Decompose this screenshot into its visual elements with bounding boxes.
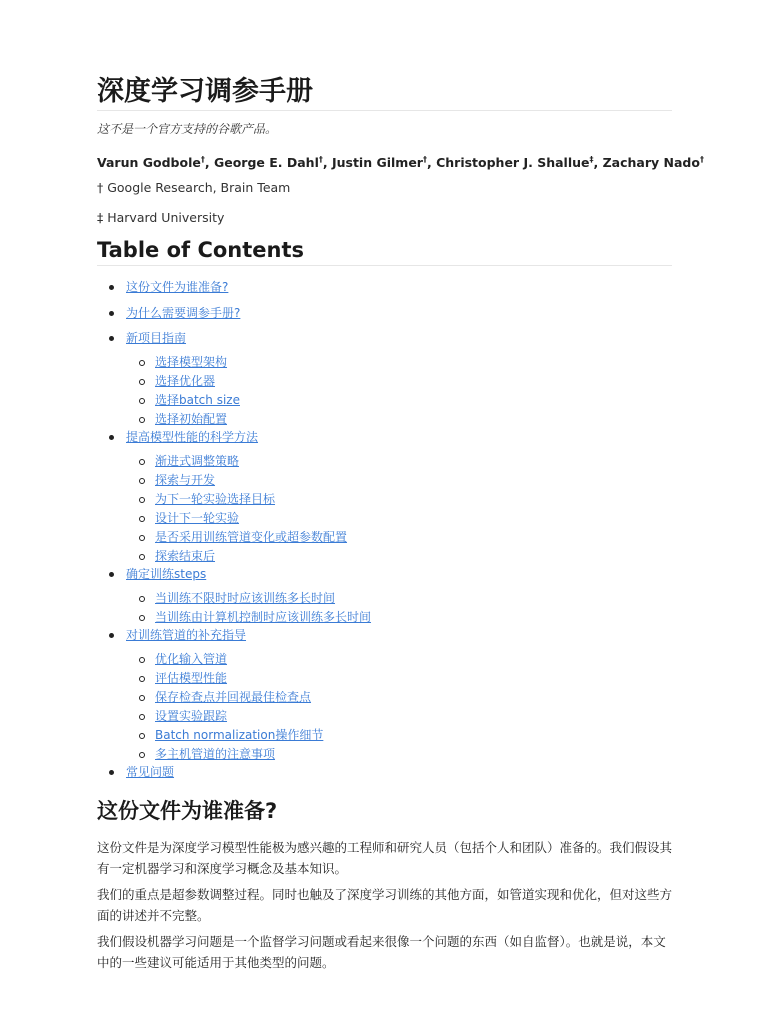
- author-separator: ,: [593, 155, 603, 170]
- section-paragraph: 这份文件是为深度学习模型性能极为感兴趣的工程师和研究人员（包括个人和团队）准备的。我们假设其有一定机器学习和深度学习概念及基本知识。: [97, 840, 673, 876]
- toc-bullet: [109, 336, 114, 341]
- toc-sub-link[interactable]: 选择优化器: [155, 374, 216, 388]
- toc-sub-bullet: [139, 733, 145, 739]
- toc-sub-bullet: [139, 714, 145, 720]
- toc-sub-link[interactable]: 探索与开发: [155, 473, 216, 487]
- toc-bullet: [109, 633, 114, 638]
- author-name: Varun Godbole: [97, 155, 201, 170]
- toc-sub-bullet: [139, 676, 145, 682]
- toc-link[interactable]: 提高模型性能的科学方法: [126, 430, 259, 444]
- toc-sub-link[interactable]: 多主机管道的注意事项: [155, 747, 276, 761]
- toc-link[interactable]: 这份文件为谁准备?: [126, 280, 229, 294]
- toc-sub-bullet: [139, 535, 145, 541]
- toc-sub-link[interactable]: 选择batch size: [155, 393, 240, 407]
- toc-sub-bullet: [139, 459, 145, 465]
- toc-link[interactable]: 对训练管道的补充指导: [126, 628, 247, 642]
- toc-sub-bullet: [139, 379, 145, 385]
- toc-link[interactable]: 常见问题: [126, 765, 175, 779]
- toc-sub-bullet: [139, 554, 145, 560]
- toc-sub-link[interactable]: 设置实验跟踪: [155, 709, 228, 723]
- toc-sub-link[interactable]: 为下一轮实验选择目标: [155, 492, 276, 506]
- toc-sub-link[interactable]: 探索结束后: [155, 549, 216, 563]
- toc-bullet: [109, 770, 114, 775]
- toc-bullet: [109, 311, 114, 316]
- toc-sub-link[interactable]: 当训练由计算机控制时应该训练多长时间: [155, 610, 372, 624]
- section-heading: 这份文件为谁准备?: [97, 799, 278, 823]
- affiliation-mark: ‡: [589, 155, 594, 164]
- toc-bullet: [109, 285, 114, 290]
- toc-sub-link[interactable]: 设计下一轮实验: [155, 511, 240, 525]
- toc-sub-link[interactable]: 当训练不限时时应该训练多长时间: [155, 591, 336, 605]
- toc-link[interactable]: 确定训练steps: [126, 567, 207, 581]
- author-separator: ,: [426, 155, 437, 170]
- toc-sub-bullet: [139, 657, 145, 663]
- affiliation-google: † Google Research, Brain Team: [97, 180, 291, 195]
- toc-sub-bullet: [139, 516, 145, 522]
- toc-sub-bullet: [139, 596, 145, 602]
- toc-sub-link[interactable]: 选择模型架构: [155, 355, 228, 369]
- toc-sub-bullet: [139, 417, 145, 423]
- toc-sub-link[interactable]: Batch normalization操作细节: [155, 728, 324, 742]
- toc-sub-link[interactable]: 是否采用训练管道变化或超参数配置: [155, 530, 348, 544]
- toc-sub-bullet: [139, 497, 145, 503]
- toc-sub-link[interactable]: 渐进式调整策略: [155, 454, 240, 468]
- affiliation-mark: †: [699, 155, 704, 164]
- toc-sub-link[interactable]: 保存检查点并回视最佳检查点: [155, 690, 312, 704]
- affiliation-harvard: ‡ Harvard University: [97, 210, 225, 225]
- section-paragraph: 我们的重点是超参数调整过程。同时也触及了深度学习训练的其他方面，如管道实现和优化，但对这些方面的讲述并不完整。: [97, 887, 673, 923]
- toc-sub-bullet: [139, 478, 145, 484]
- toc-sub-bullet: [139, 615, 145, 621]
- author-separator: ,: [204, 155, 214, 170]
- author-name: Zachary Nado: [602, 155, 700, 170]
- toc-sub-bullet: [139, 695, 145, 701]
- toc-link[interactable]: 新项目指南: [126, 331, 187, 345]
- author-list: [97, 151, 704, 172]
- toc-sub-bullet: [139, 398, 145, 404]
- toc-sub-bullet: [139, 752, 145, 758]
- disclaimer-text: 这不是一个官方支持的谷歌产品。: [97, 122, 278, 136]
- toc-link[interactable]: 为什么需要调参手册?: [126, 305, 241, 320]
- toc-bullet: [109, 572, 114, 577]
- author-name: George E. Dahl: [213, 155, 319, 170]
- toc-sub-link[interactable]: 选择初始配置: [155, 412, 228, 426]
- affiliation-mark: †: [200, 155, 205, 164]
- toc-sub-link[interactable]: 优化输入管道: [155, 652, 228, 666]
- author-name: Justin Gilmer: [331, 155, 423, 170]
- section-paragraph: 我们假设机器学习问题是一个监督学习问题或看起来很像一个问题的东西（如自监督）。也就是说，本文中的一些建议可能适用于其他类型的问题。: [97, 934, 666, 970]
- affiliation-mark: †: [422, 155, 427, 164]
- author-separator: ,: [322, 155, 332, 170]
- document-title: 深度学习调参手册: [97, 74, 672, 111]
- affiliation-mark: †: [318, 155, 323, 164]
- toc-sub-link[interactable]: 评估模型性能: [155, 671, 228, 685]
- toc-heading: Table of Contents: [97, 236, 672, 266]
- toc-sub-bullet: [139, 360, 145, 366]
- author-name: Christopher J. Shallue: [436, 155, 590, 170]
- toc-bullet: [109, 435, 114, 440]
